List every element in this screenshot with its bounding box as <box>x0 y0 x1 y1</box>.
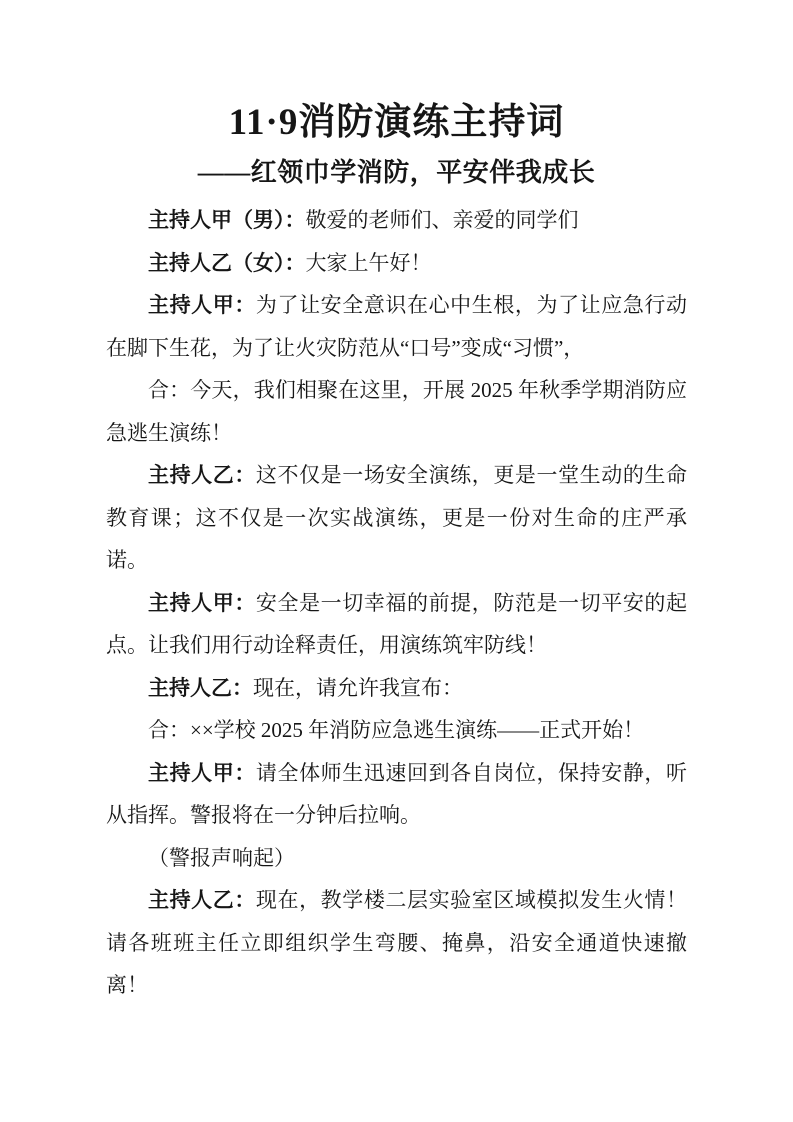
speaker-label: 主持人乙： <box>148 675 253 700</box>
paragraph <box>106 582 687 667</box>
paragraph <box>106 667 687 710</box>
document-title: 11·9消防演练主持词 <box>228 102 565 143</box>
document-body <box>106 199 687 1007</box>
speaker-label: 主持人乙： <box>148 463 256 488</box>
speaker-label: 主持人甲： <box>148 293 256 318</box>
speaker-label: 主持人甲： <box>148 590 256 615</box>
paragraph <box>106 879 687 1007</box>
paragraph-text: 合：今天，我们相聚在这里，开展 2025 年秋季学期消防应急逃生演练！ <box>106 378 687 445</box>
paragraph-text: 为了让安全意识在心中生根，为了让应急行动在脚下生花，为了让火灾防范从“口号”变成“习惯”， <box>106 293 688 360</box>
paragraph <box>106 199 687 242</box>
paragraph <box>106 709 687 752</box>
paragraph <box>106 242 687 285</box>
speaker-label: 主持人甲： <box>148 760 256 785</box>
paragraph <box>106 284 687 369</box>
speaker-label: 主持人甲（男）： <box>148 208 306 233</box>
paragraph-text: 现在，教学楼二层实验室区域模拟发生火情！请各班班主任立即组织学生弯腰、掩鼻，沿安全通道快速撤离！ <box>106 888 688 998</box>
paragraph-text: 现在，请允许我宣布： <box>253 675 463 700</box>
paragraph-text: （警报声响起） <box>148 845 295 870</box>
paragraph <box>106 369 687 454</box>
speaker-label: 主持人乙（女）： <box>148 250 306 275</box>
paragraph-text: 这不仅是一场安全演练，更是一堂生动的生命教育课；这不仅是一次实战演练，更是一份对生命的庄严承诺。 <box>106 463 688 573</box>
document-subtitle: ——红领巾学消防，平安伴我成长 <box>197 158 596 188</box>
paragraph-text: 敬爱的老师们、亲爱的同学们 <box>305 208 579 233</box>
paragraph <box>106 454 687 582</box>
speaker-label: 主持人乙： <box>148 888 256 913</box>
paragraph-text: 合：××学校 2025 年消防应急逃生演练——正式开始！ <box>148 718 645 743</box>
paragraph <box>106 752 687 837</box>
paragraph-text: 请全体师生迅速回到各自岗位，保持安静，听从指挥。警报将在一分钟后拉响。 <box>106 760 688 828</box>
paragraph-text: 大家上午好！ <box>305 250 432 275</box>
paragraph-text: 安全是一切幸福的前提，防范是一切平安的起点。让我们用行动诠释责任，用演练筑牢防线！ <box>106 590 688 658</box>
paragraph <box>106 837 687 880</box>
